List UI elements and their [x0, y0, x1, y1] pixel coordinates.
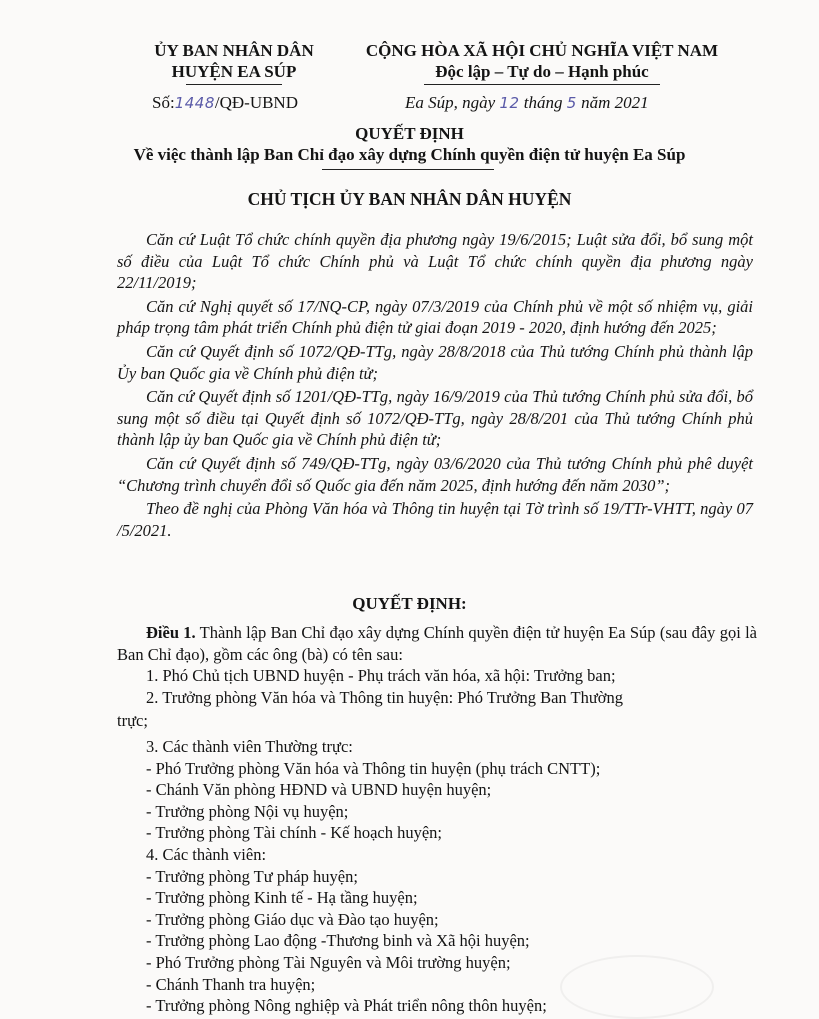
member-item: - Trưởng phòng Tư pháp huyện; [146, 866, 358, 886]
basis-paragraph: Căn cứ Quyết định số 1072/QĐ-TTg, ngày 28/8/2018 của Thủ tướng Chính phủ thành lập Ủy ban Quốc gia về Chính phủ điện tử; [117, 341, 753, 383]
handwritten-month: 5 [566, 94, 577, 112]
document-type: QUYẾT ĐỊNH [355, 124, 464, 143]
member-item: - Chánh Văn phòng HĐND và UBND huyện huyện; [146, 780, 492, 800]
legal-basis [117, 229, 753, 543]
member-item: - Trưởng phòng Tài chính - Kế hoạch huyện; [146, 823, 442, 843]
issuer-underline [186, 84, 282, 85]
member-item: - Trưởng phòng Kinh tế - Hạ tầng huyện; [146, 888, 418, 908]
title-underline [322, 169, 494, 170]
basis-paragraph: Căn cứ Nghị quyết số 17/NQ-CP, ngày 07/3/2019 của Chính phủ về một số nhiệm vụ, giải pháp trọng tâm phát triển Chính phủ điện tử giai đoạn 2019 - 2020, định hướng đến 2025; [117, 296, 753, 338]
national-header [352, 40, 732, 85]
issue-date [405, 93, 649, 113]
member-item: 1. Phó Chủ tịch UBND huyện - Phụ trách văn hóa, xã hội: Trưởng ban; [146, 666, 616, 686]
member-item-continuation: trực; [117, 711, 148, 731]
document-subject: Về việc thành lập Ban Chỉ đạo xây dựng Chính quyền điện tử huyện Ea Súp [133, 145, 686, 164]
member-group-heading: 3. Các thành viên Thường trực: [146, 736, 353, 756]
basis-paragraph: Căn cứ Quyết định số 749/QĐ-TTg, ngày 03/6/2020 của Thủ tướng Chính phủ phê duyệt “Chương trình chuyển đổi số Quốc gia đến năm 2025, định hướng đến năm 2030”; [117, 453, 753, 495]
member-item: - Phó Trưởng phòng Tài Nguyên và Môi trường huyện; [146, 952, 511, 972]
national-motto: Độc lập – Tự do – Hạnh phúc [435, 62, 649, 81]
member-item: - Trưởng phòng Nội vụ huyện; [146, 801, 349, 821]
date-place: Ea Súp, ngày [405, 93, 496, 112]
handwritten-number: 1448 [174, 94, 215, 112]
member-item: 2. Trưởng phòng Văn hóa và Thông tin huyện: Phó Trưởng Ban Thường [146, 687, 624, 707]
article-text: Thành lập Ban Chỉ đạo xây dựng Chính quyền điện tử huyện Ea Súp (sau đây gọi là Ban Chỉ đạo), gồm các ông (bà) có tên sau: [117, 623, 758, 664]
member-item: - Trưởng phòng Nông nghiệp và Phát triển nông thôn huyện; [146, 996, 547, 1016]
national-title: CỘNG HÒA XÃ HỘI CHỦ NGHĨA VIỆT NAM [365, 41, 719, 60]
motto-underline [424, 84, 660, 85]
member-item: - Trưởng phòng Giáo dục và Đào tạo huyện; [146, 909, 439, 929]
member-group-heading: 4. Các thành viên: [146, 844, 267, 864]
member-item: - Phó Trưởng phòng Văn hóa và Thông tin huyện (phụ trách CNTT); [146, 758, 601, 778]
member-item: - Chánh Thanh tra huyện; [146, 974, 316, 994]
date-month-label: tháng [523, 93, 563, 112]
basis-paragraph: Căn cứ Quyết định số 1201/QĐ-TTg, ngày 16/9/2019 của Thủ tướng Chính phủ sửa đổi, bổ sung một số điều tại Quyết định số 1072/QĐ-TTg, ngày 28/8/201 của Thủ tướng Chính phủ thành lập ủy ban Quốc gia về Chính phủ điện tử; [117, 387, 753, 450]
issuing-authority: CHỦ TỊCH ỦY BAN NHÂN DÂN HUYỆN [247, 189, 572, 209]
document-number [152, 93, 298, 113]
number-suffix: /QĐ-UBND [214, 93, 298, 112]
handwritten-day: 12 [499, 94, 520, 112]
issuer-line1: ỦY BAN NHÂN DÂN [154, 41, 314, 60]
article-label: Điều 1. [146, 623, 196, 642]
basis-paragraph: Theo đề nghị của Phòng Văn hóa và Thông tin huyện tại Tờ trình số 19/TTr-VHTT, ngày 07 /5/2021. [117, 499, 753, 540]
issuer-header [118, 40, 350, 85]
date-year: năm 2021 [581, 93, 649, 112]
basis-paragraph: Căn cứ Luật Tổ chức chính quyền địa phương ngày 19/6/2015; Luật sửa đổi, bổ sung một số điều của Luật Tổ chức Chính phủ và Luật Tổ chức chính quyền địa phương ngày 22/11/2019; [117, 230, 753, 293]
show-through-stamp [560, 955, 714, 1019]
member-item: - Trưởng phòng Lao động -Thương binh và Xã hội huyện; [146, 931, 530, 951]
decision-heading: QUYẾT ĐỊNH: [352, 594, 467, 613]
article-1-intro [117, 622, 757, 665]
issuer-line2: HUYỆN EA SÚP [171, 62, 297, 81]
number-prefix: Số: [152, 93, 175, 112]
